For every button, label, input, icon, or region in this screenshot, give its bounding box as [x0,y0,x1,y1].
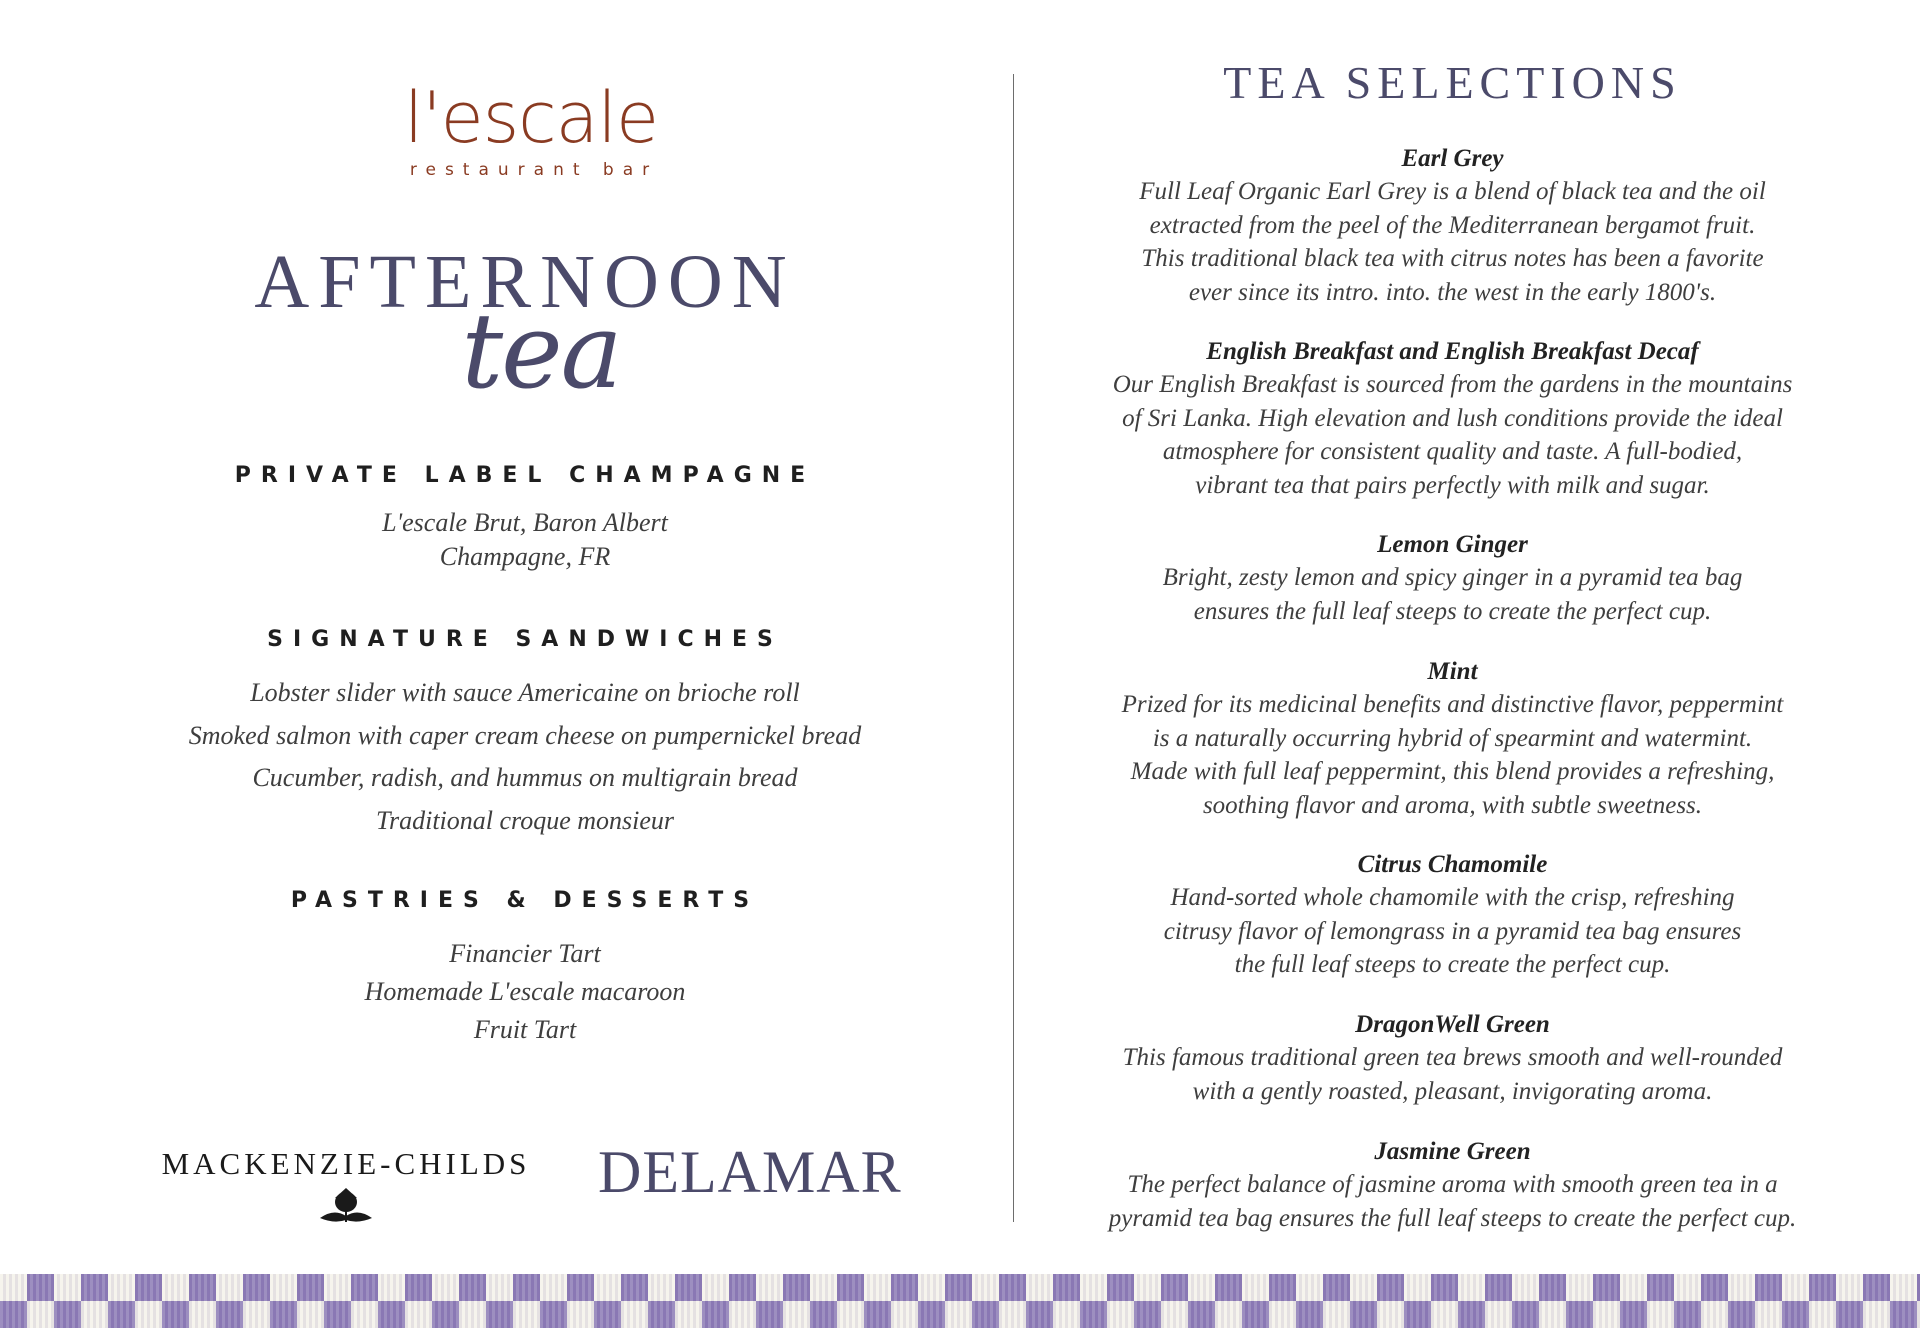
tea-item [1060,142,1845,309]
menu-item: Lobster slider with sauce Americaine on brioche roll [250,678,800,707]
tea-description-line: the full leaf steeps to create the perfect cup. [1234,951,1671,978]
tea-description-line: Prized for its medicinal benefits and distinctive flavor, peppermint [1121,691,1784,718]
mackenzie-childs-wordmark: MACKENZIE-CHILDS [161,1146,531,1181]
logo-tagline: restaurant bar [409,160,659,180]
menu-title [230,240,820,412]
tea-description-line: This famous traditional green tea brews smooth and well-rounded [1122,1044,1783,1071]
menu-item: Cucumber, radish, and hummus on multigrain bread [252,763,798,792]
tea-description-line: Our English Breakfast is sourced from the gardens in the mountains [1112,371,1793,398]
tea-item [1060,1135,1845,1235]
title-script: tea [461,290,621,412]
tea-description-line: citrusy flavor of lemongrass in a pyramid tea bag ensures [1163,917,1742,945]
section-sandwiches [90,627,960,842]
tea-description-line: of Sri Lanka. High elevation and lush conditions provide the ideal [1122,404,1783,432]
tea-description-line: vibrant tea that pairs perfectly with milk and sugar. [1195,471,1710,499]
tea-item [1060,848,1845,982]
check-pattern-border [0,1274,1920,1328]
tea-description-line: soothing flavor and aroma, with subtle sweetness. [1202,791,1703,819]
menu-item: Fruit Tart [473,1015,577,1044]
tea-description-line: Made with full leaf peppermint, this blend provides a refreshing, [1130,758,1775,785]
tea-description-line: with a gently roasted, pleasant, invigorating aroma. [1192,1077,1713,1105]
section-heading: SIGNATURE SANDWICHES [267,627,783,652]
logo-name: l'escale [403,77,659,159]
menu-item: Financier Tart [449,939,601,968]
section-heading: PASTRIES & DESSERTS [290,888,760,913]
section-heading: PRIVATE LABEL CHAMPAGNE [234,463,816,488]
menu-item: L'escale Brut, Baron Albert [382,508,668,537]
tea-selections-title: TEA SELECTIONS [1223,57,1682,108]
menu-item: Traditional croque monsieur [375,805,675,835]
tea-description-line: is a naturally occurring hybrid of spearmint and watermint. [1152,724,1753,752]
title-main: AFTERNOON [254,240,796,324]
tea-description-line: Bright, zesty lemon and spicy ginger in a pyramid tea bag [1162,564,1743,591]
tea-description-line: extracted from the peel of the Mediterranean bergamot fruit. [1149,211,1756,239]
tea-name: Mint [1427,658,1478,685]
tea-name: Earl Grey [1401,145,1504,172]
tea-item [1060,655,1845,822]
menu-item: Homemade L'escale macaroon [364,977,686,1006]
tea-name: Jasmine Green [1374,1138,1531,1165]
tea-description-line: Hand-sorted whole chamomile with the crisp, refreshing [1170,884,1735,911]
tea-description-line: atmosphere for consistent quality and taste. A full-bodied, [1162,438,1743,465]
thistle-icon [316,1186,376,1226]
tea-description-line: ensures the full leaf steeps to create the perfect cup. [1193,597,1712,625]
section-pastries [90,888,960,1049]
tea-name: English Breakfast and English Breakfast Decaf [1206,338,1699,365]
column-divider [1013,74,1014,1222]
menu-item: Champagne, FR [439,542,611,571]
tea-description-line: ever since its intro. into. the west in the early 1800's. [1188,278,1717,306]
tea-name: Lemon Ginger [1377,531,1528,558]
section-champagne [90,463,960,574]
tea-item [1060,1008,1845,1108]
menu-item: Smoked salmon with caper cream cheese on pumpernickel bread [188,720,862,750]
restaurant-logo [400,78,662,180]
tea-name: DragonWell Green [1355,1011,1550,1038]
tea-description-line: The perfect balance of jasmine aroma with smooth green tea in a [1127,1171,1778,1198]
tea-description-line: This traditional black tea with citrus notes has been a favorite [1141,245,1764,272]
mackenzie-childs-logo [160,1146,532,1230]
tea-item [1060,335,1845,502]
tea-name: Citrus Chamomile [1357,851,1548,878]
tea-item [1060,528,1845,628]
tea-description-line: Full Leaf Organic Earl Grey is a blend of black tea and the oil [1139,178,1766,205]
tea-description-line: pyramid tea bag ensures the full leaf steeps to create the perfect cup. [1108,1204,1797,1232]
delamar-logo: DELAMAR [598,1139,902,1205]
